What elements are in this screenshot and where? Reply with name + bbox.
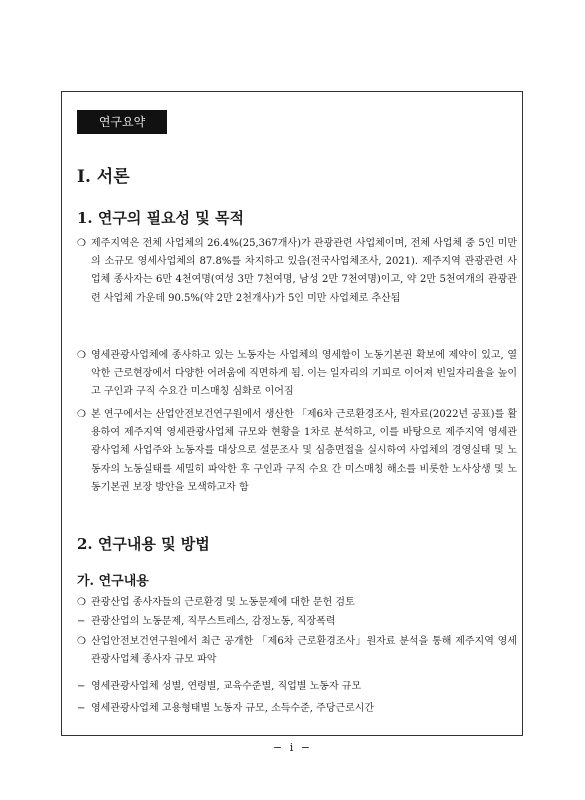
- bullet-icon: ❍: [77, 597, 86, 608]
- item-text: 영세관광사업체 고용형태별 노동자 규모, 소득수준, 주당근로시간: [91, 703, 375, 714]
- dash-icon: −: [77, 681, 86, 692]
- list-item: [77, 235, 517, 308]
- list-item: [77, 678, 517, 696]
- item-text: 관광산업의 노동문제, 직무스트레스, 감정노동, 직장폭력: [91, 616, 336, 627]
- bullet-icon: ❍: [77, 238, 86, 249]
- list-item: [77, 406, 517, 497]
- bullet-icon: ❍: [77, 409, 86, 420]
- bullet-text: 제주지역은 전체 사업체의 26.4%(25,367개사)가 관광관련 사업체이며, 전체 사업체 중 5인 미만의 소규모 영세사업체의 87.8%를 차지하고 있음(전국사업체조사, 2021). 제주지역 관광관련 사업체 종사자는 6만 4천여명(여성 3만 7천여명, 남성 2만 7천여명)이고, 약 2만 5천여개의 관광관련 사업체 가운데 90.5%(약 2만 2천개사)가 5인 미만 사업체로 추산됨: [91, 238, 517, 304]
- bullet-text: 영세관광사업체에 종사하고 있는 노동자는 사업체의 영세함이 노동기본권 확보에 제약이 있고, 열악한 근로현장에서 다양한 어려움에 직면하게 됨. 이는 일자리의 기피로 이어져 빈일자리율을 높이고 구인과 구직 수요간 미스매칭 심화로 이어짐: [91, 350, 517, 398]
- list-item: [77, 347, 517, 402]
- page-number: − i −: [273, 741, 312, 754]
- list-item: [77, 700, 517, 718]
- list-item: [77, 613, 517, 631]
- summary-frame: [61, 91, 523, 736]
- list-item: [77, 633, 517, 669]
- item-text: 관광산업 종사자들의 근로환경 및 노동문제에 대한 문헌 검토: [91, 597, 355, 608]
- section-heading-2: 2. 연구내용 및 방법: [77, 535, 210, 553]
- item-text: 산업안전보건연구원에서 최근 공개한 「제6차 근로환경조사」원자료 분석을 통해 제주지역 영세관광사업체 종사자 규모 파악: [91, 636, 517, 666]
- dash-icon: −: [77, 616, 86, 627]
- chapter-heading: I. 서론: [77, 167, 130, 187]
- subsection-heading: 가. 연구내용: [77, 574, 149, 589]
- bullet-icon: ❍: [77, 636, 86, 647]
- bullet-icon: ❍: [77, 350, 86, 361]
- section-tag: 연구요약: [77, 110, 167, 134]
- list-item: [77, 594, 517, 612]
- item-text: 영세관광사업체 성별, 연령별, 교육수준별, 직업별 노동자 규모: [91, 681, 362, 692]
- bullet-text: 본 연구에서는 산업안전보건연구원에서 생산한 「제6차 근로환경조사, 원자료(2022년 공표)를 활용하여 제주지역 영세관광사업체 규모와 현황을 1차로 분석하고, 이를 바탕으로 제주지역 영세관광사업체 사업주와 노동자를 대상으로 설문조사 및 심층면접을 실시하여 사업체의 경영실태 및 노동자의 노동실태를 세밀히 파악한 후 구인과 구직 수요 간 미스매칭 해소를 비롯한 노사상생 및 노동기본권 보장 방안을 모색하고자 함: [91, 409, 517, 493]
- section-heading-1: 1. 연구의 필요성 및 목적: [77, 209, 244, 227]
- dash-icon: −: [77, 703, 86, 714]
